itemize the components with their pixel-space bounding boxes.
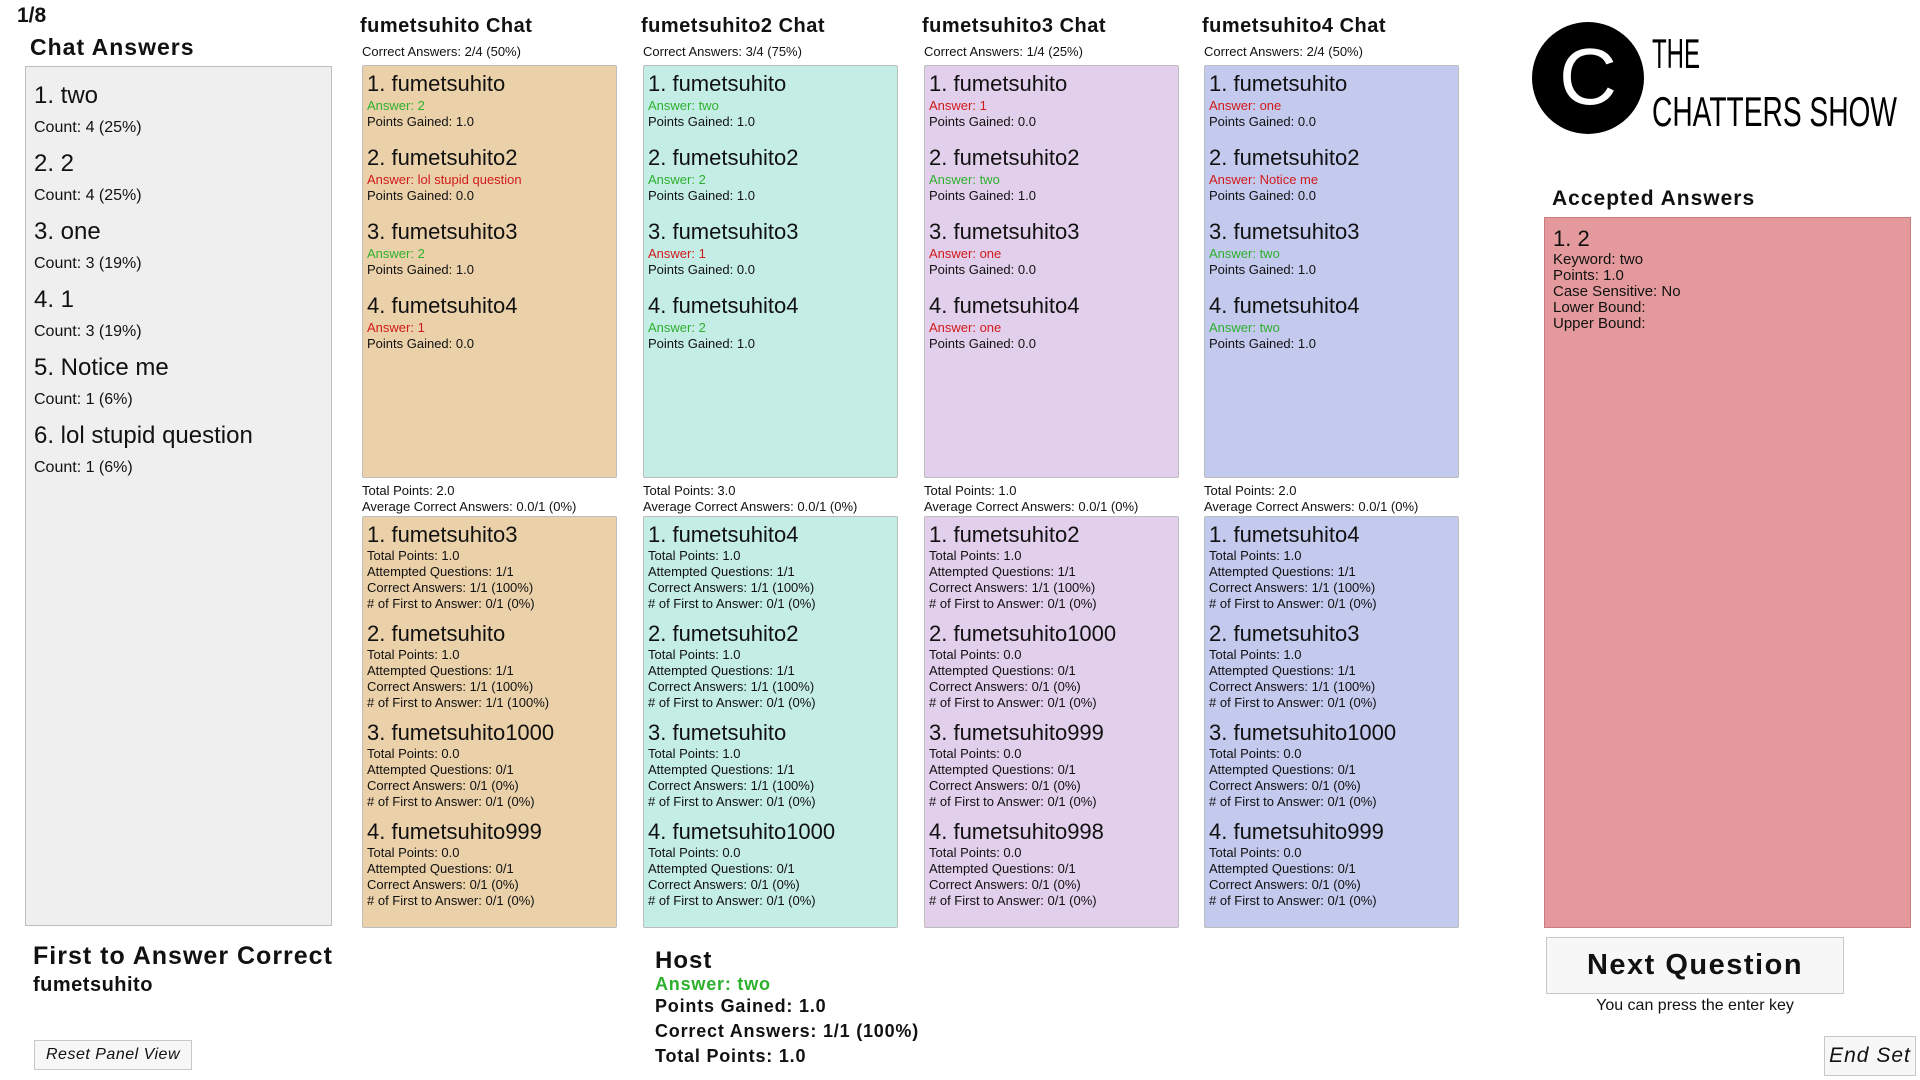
chat-answers-box [924,65,1179,478]
entry-points: Points Gained: 0.0 [929,262,1036,277]
logo-line2: CHATTERS SHOW [1652,88,1898,135]
entry-answer: Answer: Notice me [1209,172,1319,187]
chat-column [641,14,901,908]
chat-answers-title: Chat Answers [30,34,195,60]
entry-answer: Answer: 2 [367,246,425,261]
rank-first: # of First to Answer: 0/1 (0%) [1209,596,1377,611]
rank-attempted: Attempted Questions: 0/1 [367,861,514,876]
rank-name: 2. fumetsuhito [367,621,506,646]
entry-points: Points Gained: 1.0 [648,336,755,351]
host-total-points: Total Points: 1.0 [655,1046,807,1066]
rank-correct: Correct Answers: 1/1 (100%) [648,580,815,595]
rank-correct: Correct Answers: 0/1 (0%) [929,778,1081,793]
entry-points: Points Gained: 0.0 [1209,188,1316,203]
entry-answer: Answer: 2 [648,320,706,335]
entry-points: Points Gained: 0.0 [929,114,1036,129]
leaderboard-item [1209,719,1454,810]
rank-first: # of First to Answer: 0/1 (0%) [648,596,816,611]
leaderboard-item [367,719,612,810]
entry-name: 1. fumetsuhito [648,71,787,96]
rank-name: 4. fumetsuhito999 [367,819,542,844]
leaderboard-item [929,818,1174,909]
chat-entry [367,218,612,278]
first-correct-name: fumetsuhito [33,974,153,996]
entry-name: 2. fumetsuhito2 [648,145,799,170]
leaderboard-item [929,521,1174,612]
entry-name: 3. fumetsuhito3 [367,219,518,244]
rank-attempted: Attempted Questions: 1/1 [367,564,514,579]
accepted-case-sensitive: Case Sensitive: No [1553,283,1681,300]
host-title: Host [655,947,713,974]
accepted-lower-bound: Lower Bound: [1553,299,1646,316]
chat-answer-count: Count: 4 (25%) [34,187,142,204]
rank-name: 3. fumetsuhito1000 [1209,720,1397,745]
chat-answer-title: 1. two [34,82,99,109]
rank-first: # of First to Answer: 0/1 (0%) [367,596,535,611]
rank-attempted: Attempted Questions: 1/1 [367,663,514,678]
chat-entry [929,70,1174,130]
chat-leaderboard-box [1204,516,1459,928]
entry-points: Points Gained: 1.0 [929,188,1036,203]
rank-total-points: Total Points: 1.0 [1209,548,1302,563]
accepted-answer-item [1553,226,1902,332]
chat-leaderboard-box [643,516,898,928]
rank-total-points: Total Points: 0.0 [1209,746,1302,761]
accepted-answer-title: 1. 2 [1553,226,1590,251]
rank-name: 4. fumetsuhito999 [1209,819,1384,844]
chat-answer-count: Count: 1 (6%) [34,459,133,476]
entry-name: 4. fumetsuhito4 [367,293,518,318]
chat-totals [924,483,1138,515]
leaderboard-item [648,818,893,909]
chat-entry [929,292,1174,352]
chat-answer-count: Count: 3 (19%) [34,255,142,272]
chat-totals [362,483,576,515]
rank-total-points: Total Points: 0.0 [648,845,741,860]
rank-first: # of First to Answer: 0/1 (0%) [367,794,535,809]
rank-correct: Correct Answers: 0/1 (0%) [929,877,1081,892]
chat-answer-item [34,285,323,343]
chat-average-correct: Average Correct Answers: 0.0/1 (0%) [362,499,577,514]
entry-name: 1. fumetsuhito [929,71,1068,96]
entry-points: Points Gained: 0.0 [367,336,474,351]
rank-attempted: Attempted Questions: 0/1 [367,762,514,777]
chat-answer-title: 3. one [34,218,101,245]
entry-name: 3. fumetsuhito3 [929,219,1080,244]
entry-answer: Answer: lol stupid question [367,172,522,187]
rank-first: # of First to Answer: 0/1 (0%) [929,695,1097,710]
rank-name: 2. fumetsuhito1000 [929,621,1117,646]
entry-answer: Answer: two [1209,320,1280,335]
rank-name: 4. fumetsuhito1000 [648,819,836,844]
rank-total-points: Total Points: 0.0 [367,845,460,860]
rank-attempted: Attempted Questions: 0/1 [1209,762,1356,777]
host-panel [655,948,919,1069]
entry-name: 3. fumetsuhito3 [648,219,799,244]
entry-points: Points Gained: 1.0 [367,114,474,129]
accepted-answers-panel [1544,217,1911,928]
rank-correct: Correct Answers: 1/1 (100%) [367,679,534,694]
chat-entry [929,218,1174,278]
rank-correct: Correct Answers: 0/1 (0%) [1209,877,1361,892]
entry-answer: Answer: one [929,320,1002,335]
rank-total-points: Total Points: 0.0 [929,845,1022,860]
rank-attempted: Attempted Questions: 0/1 [929,861,1076,876]
rank-first: # of First to Answer: 1/1 (100%) [367,695,550,710]
rank-first: # of First to Answer: 0/1 (0%) [648,695,816,710]
rank-attempted: Attempted Questions: 0/1 [929,762,1076,777]
rank-correct: Correct Answers: 1/1 (100%) [1209,679,1376,694]
chat-totals [643,483,857,515]
chat-totals [1204,483,1418,515]
chat-entry [929,144,1174,204]
logo-line1: THE [1652,30,1700,77]
chat-title: fumetsuhito4 Chat [1202,15,1387,37]
entry-points: Points Gained: 1.0 [367,262,474,277]
chat-entry [367,292,612,352]
entry-name: 4. fumetsuhito4 [648,293,799,318]
chat-answer-title: 4. 1 [34,286,75,313]
chat-total-points: Total Points: 2.0 [362,483,455,498]
chat-total-points: Total Points: 3.0 [643,483,736,498]
logo-letter: C [1559,32,1617,121]
chat-correct-answers: Correct Answers: 2/4 (50%) [1204,44,1363,59]
chat-answer-item [34,421,323,479]
chat-answers-box [643,65,898,478]
rank-total-points: Total Points: 0.0 [929,746,1022,761]
rank-first: # of First to Answer: 0/1 (0%) [929,596,1097,611]
chat-answer-count: Count: 3 (19%) [34,323,142,340]
rank-name: 3. fumetsuhito [648,720,787,745]
chatters-show-logo [1530,18,1900,138]
rank-correct: Correct Answers: 1/1 (100%) [648,679,815,694]
rank-first: # of First to Answer: 0/1 (0%) [648,893,816,908]
rank-total-points: Total Points: 0.0 [367,746,460,761]
chat-answers-panel [25,66,332,926]
rank-total-points: Total Points: 1.0 [929,548,1022,563]
chat-average-correct: Average Correct Answers: 0.0/1 (0%) [924,499,1139,514]
rank-attempted: Attempted Questions: 1/1 [648,663,795,678]
chat-entry [367,70,612,130]
leaderboard-item [648,620,893,711]
chat-entry [1209,70,1454,130]
host-correct-answers: Correct Answers: 1/1 (100%) [655,1021,920,1041]
rank-correct: Correct Answers: 0/1 (0%) [648,877,800,892]
leaderboard-item [367,521,612,612]
host-answer: Answer: two [655,974,771,994]
chat-total-points: Total Points: 2.0 [1204,483,1297,498]
rank-total-points: Total Points: 0.0 [1209,845,1302,860]
entry-points: Points Gained: 0.0 [1209,114,1316,129]
chat-entry [648,144,893,204]
chat-answer-count: Count: 4 (25%) [34,119,142,136]
chat-correct-answers: Correct Answers: 1/4 (25%) [924,44,1083,59]
chat-column [1202,14,1462,908]
entry-answer: Answer: 2 [367,98,425,113]
rank-total-points: Total Points: 1.0 [1209,647,1302,662]
chat-entry [367,144,612,204]
entry-name: 2. fumetsuhito2 [929,145,1080,170]
chat-answers-box [1204,65,1459,478]
rank-first: # of First to Answer: 0/1 (0%) [929,794,1097,809]
rank-total-points: Total Points: 1.0 [367,548,460,563]
accepted-keyword: Keyword: two [1553,251,1644,268]
leaderboard-item [648,521,893,612]
rank-attempted: Attempted Questions: 1/1 [1209,663,1356,678]
chat-answer-item [34,81,323,139]
rank-correct: Correct Answers: 1/1 (100%) [929,580,1096,595]
chat-answer-item [34,217,323,275]
chat-entry [648,218,893,278]
rank-attempted: Attempted Questions: 1/1 [648,762,795,777]
chat-column [922,14,1182,908]
rank-total-points: Total Points: 1.0 [648,746,741,761]
entry-points: Points Gained: 0.0 [367,188,474,203]
entry-points: Points Gained: 0.0 [929,336,1036,351]
entry-name: 4. fumetsuhito4 [1209,293,1360,318]
reset-panel-view-button[interactable]: Reset Panel View [34,1040,192,1070]
rank-total-points: Total Points: 1.0 [367,647,460,662]
chat-entry [1209,144,1454,204]
rank-total-points: Total Points: 1.0 [648,647,741,662]
entry-answer: Answer: 1 [929,98,987,113]
rank-first: # of First to Answer: 0/1 (0%) [1209,695,1377,710]
entry-answer: Answer: two [929,172,1000,187]
enter-key-hint: You can press the enter key [1596,997,1794,1014]
leaderboard-item [1209,818,1454,909]
chat-entry [648,292,893,352]
chat-entry [1209,218,1454,278]
chat-title: fumetsuhito3 Chat [922,15,1107,37]
entry-points: Points Gained: 1.0 [1209,262,1316,277]
rank-attempted: Attempted Questions: 0/1 [929,663,1076,678]
chat-leaderboard-box [924,516,1179,928]
chat-answer-title: 5. Notice me [34,354,169,381]
rank-first: # of First to Answer: 0/1 (0%) [367,893,535,908]
host-points-gained: Points Gained: 1.0 [655,996,827,1016]
chat-answer-item [34,353,323,411]
rank-correct: Correct Answers: 0/1 (0%) [367,877,519,892]
rank-attempted: Attempted Questions: 1/1 [929,564,1076,579]
rank-name: 2. fumetsuhito2 [648,621,799,646]
rank-correct: Correct Answers: 1/1 (100%) [367,580,534,595]
chat-answers-box [362,65,617,478]
entry-answer: Answer: one [1209,98,1282,113]
rank-first: # of First to Answer: 0/1 (0%) [1209,794,1377,809]
entry-points: Points Gained: 1.0 [648,188,755,203]
chat-entry [1209,292,1454,352]
chat-answer-count: Count: 1 (6%) [34,391,133,408]
entry-answer: Answer: two [648,98,719,113]
entry-answer: Answer: two [1209,246,1280,261]
next-question-button[interactable]: Next Question [1546,937,1844,994]
entry-name: 4. fumetsuhito4 [929,293,1080,318]
leaderboard-item [1209,521,1454,612]
leaderboard-item [929,620,1174,711]
chat-leaderboard-box [362,516,617,928]
entry-points: Points Gained: 1.0 [1209,336,1316,351]
rank-attempted: Attempted Questions: 0/1 [1209,861,1356,876]
leaderboard-item [367,818,612,909]
chat-average-correct: Average Correct Answers: 0.0/1 (0%) [1204,499,1419,514]
rank-attempted: Attempted Questions: 1/1 [1209,564,1356,579]
rank-name: 3. fumetsuhito1000 [367,720,555,745]
chat-correct-answers: Correct Answers: 2/4 (50%) [362,44,521,59]
rank-name: 3. fumetsuhito999 [929,720,1104,745]
entry-answer: Answer: 2 [648,172,706,187]
rank-name: 1. fumetsuhito4 [1209,522,1360,547]
chat-answer-title: 6. lol stupid question [34,422,253,449]
rank-name: 1. fumetsuhito2 [929,522,1080,547]
rank-total-points: Total Points: 1.0 [648,548,741,563]
page-indicator: 1/8 [17,4,47,27]
chat-average-correct: Average Correct Answers: 0.0/1 (0%) [643,499,858,514]
entry-name: 1. fumetsuhito [367,71,506,96]
entry-name: 2. fumetsuhito2 [1209,145,1360,170]
accepted-answers-title: Accepted Answers [1552,187,1756,210]
entry-points: Points Gained: 0.0 [648,262,755,277]
chat-column [360,14,620,908]
leaderboard-item [1209,620,1454,711]
accepted-points: Points: 1.0 [1553,267,1624,284]
entry-answer: Answer: 1 [648,246,706,261]
chat-title: fumetsuhito2 Chat [641,15,826,37]
rank-name: 2. fumetsuhito3 [1209,621,1360,646]
rank-first: # of First to Answer: 0/1 (0%) [929,893,1097,908]
end-set-button[interactable]: End Set [1824,1036,1916,1076]
rank-first: # of First to Answer: 0/1 (0%) [648,794,816,809]
chat-title: fumetsuhito Chat [360,15,533,37]
rank-correct: Correct Answers: 0/1 (0%) [367,778,519,793]
leaderboard-item [929,719,1174,810]
rank-attempted: Attempted Questions: 0/1 [648,861,795,876]
rank-attempted: Attempted Questions: 1/1 [648,564,795,579]
chat-entry [648,70,893,130]
entry-points: Points Gained: 1.0 [648,114,755,129]
entry-name: 3. fumetsuhito3 [1209,219,1360,244]
rank-name: 1. fumetsuhito4 [648,522,799,547]
chat-correct-answers: Correct Answers: 3/4 (75%) [643,44,802,59]
entry-answer: Answer: one [929,246,1002,261]
chat-answer-item [34,149,323,207]
rank-total-points: Total Points: 0.0 [929,647,1022,662]
rank-first: # of First to Answer: 0/1 (0%) [1209,893,1377,908]
leaderboard-item [367,620,612,711]
rank-name: 4. fumetsuhito998 [929,819,1104,844]
accepted-upper-bound: Upper Bound: [1553,315,1646,332]
entry-name: 1. fumetsuhito [1209,71,1348,96]
chat-answer-title: 2. 2 [34,150,75,177]
rank-correct: Correct Answers: 0/1 (0%) [929,679,1081,694]
entry-name: 2. fumetsuhito2 [367,145,518,170]
entry-answer: Answer: 1 [367,320,425,335]
rank-name: 1. fumetsuhito3 [367,522,518,547]
chat-total-points: Total Points: 1.0 [924,483,1017,498]
rank-correct: Correct Answers: 1/1 (100%) [1209,580,1376,595]
rank-correct: Correct Answers: 0/1 (0%) [1209,778,1361,793]
leaderboard-item [648,719,893,810]
rank-correct: Correct Answers: 1/1 (100%) [648,778,815,793]
first-correct-title: First to Answer Correct [33,942,333,970]
